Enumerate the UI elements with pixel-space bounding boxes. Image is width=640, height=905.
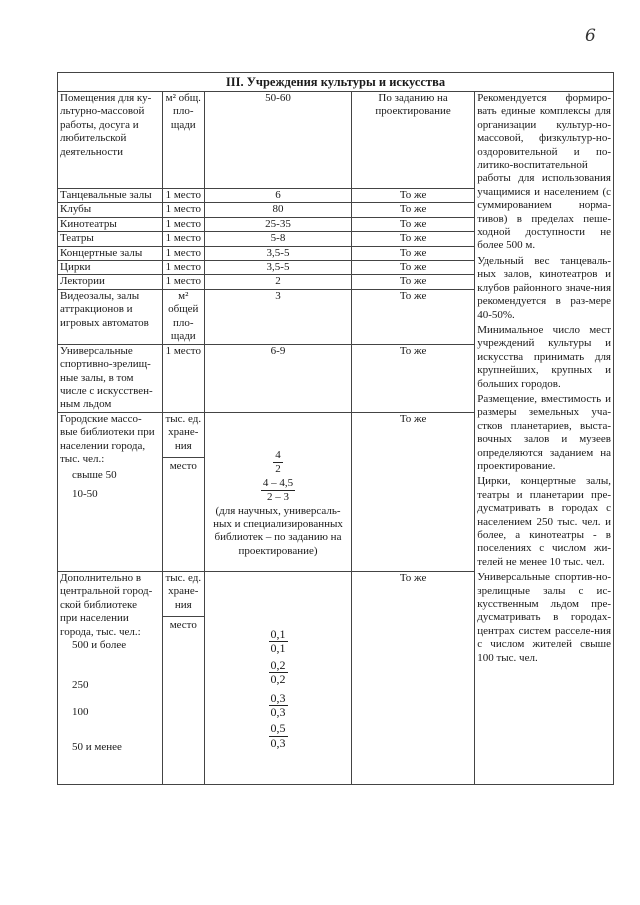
fraction: $\frac{0,1}{0,1}$ [270, 626, 286, 656]
unit: тыс. ед. хране- ния место [162, 412, 204, 571]
facility-name: Цирки [58, 261, 163, 275]
unit: тыс. ед. хране- ния место [162, 571, 204, 784]
notes-column [475, 92, 614, 785]
norm-value: 50-60 [205, 92, 352, 189]
note-4: Размещение, вместимость и размеры земельных уча-стков планетариев, выста-вочных залов и музеев определяются заданием на проектирование. [477, 392, 611, 472]
unit: 1 место [162, 344, 204, 412]
land-area: То же [352, 412, 475, 571]
note-5: Цирки, концертные залы, театры и планетарии пре-дусматривать в городах с населением 250 тыс. чел. и более, а кинотеатры - в поселениях с числом жи-телей не менее 10 тыс. чел. [477, 475, 611, 568]
norm-value: 3,5-5 [205, 246, 352, 260]
norm-value: 5-8 [205, 232, 352, 246]
unit: 1 место [162, 203, 204, 217]
facility-name: Клубы [58, 203, 163, 217]
sub-item: 500 и более [72, 638, 127, 651]
sub-item: 250 [72, 679, 89, 692]
fraction: $\frac{0,3}{0,3}$ [270, 690, 286, 719]
section-title: III. Учреждения культуры и искусства [58, 73, 614, 92]
unit: 1 место [162, 217, 204, 231]
unit: 1 место [162, 261, 204, 275]
fraction: $\frac{0,5}{0,3}$ [270, 721, 286, 750]
land-area: То же [352, 217, 475, 231]
facility-name: Лектории [58, 275, 163, 289]
fraction: $\frac{0,2}{0,2}$ [270, 657, 286, 687]
norm-value: $\frac{4}{2}$ $\frac{4 - 4,5}{2 - 3}$ (для научных, универсаль- ных и специализированных библиотек – по заданию на проектирование) [205, 412, 352, 571]
land-area: То же [352, 275, 475, 289]
norm-value: 2 [205, 275, 352, 289]
land-area: То же [352, 289, 475, 344]
facility-name: Дополнительно в центральной город- ской библиотеке при населении города, тыс. чел.: 500 и более 250 100 50 и менее [58, 571, 163, 784]
sub-item: 10-50 [72, 487, 98, 500]
fraction: $\frac{4}{2}$ [275, 448, 281, 476]
norm-value [205, 571, 352, 784]
norm-value: 25-35 [205, 217, 352, 231]
facility-name: Видеозалы, залы аттракционов и игровых автоматов [58, 289, 163, 344]
table-row [58, 92, 614, 189]
facility-name: Танцевальные залы [58, 189, 163, 203]
norm-value: 6-9 [205, 344, 352, 412]
norm-value: 3,5-5 [205, 261, 352, 275]
page-number: 6 [585, 26, 596, 46]
land-area: То же [352, 261, 475, 275]
note-6: Универсальные спортив-но-зрелищные залы с ис-кусственным льдом пре-дусматривать в городах-центрах систем расселе-ния с числом жителей свыше 100 тыс. чел. [477, 571, 611, 664]
sub-item: 100 [72, 705, 89, 718]
land-area: То же [352, 203, 475, 217]
land-area: То же [352, 189, 475, 203]
note-3: Минимальное число мест учреждений культуры и искусства принимать для крупнейших, крупных и больших городов. [477, 323, 611, 390]
unit: м² общ. пло- щади [162, 92, 204, 189]
land-area: По заданию на проектирование [352, 92, 475, 189]
land-area: То же [352, 232, 475, 246]
unit: 1 место [162, 275, 204, 289]
norm-value: 80 [205, 203, 352, 217]
fraction: $\frac{4 - 4,5}{2 - 3}$ [262, 476, 294, 504]
sub-item: свыше 50 [72, 468, 117, 481]
unit: 1 место [162, 232, 204, 246]
norms-table [57, 72, 614, 785]
facility-name: Помещения для ку- льтурно-массовой работы, досуга и любительской деятельности [58, 92, 163, 189]
land-area: То же [352, 571, 475, 784]
unit: 1 место [162, 189, 204, 203]
unit: 1 место [162, 246, 204, 260]
norm-value: 3 [205, 289, 352, 344]
sub-item: 50 и менее [72, 741, 122, 754]
unit: м² общей пло- щади [162, 289, 204, 344]
norm-value: 6 [205, 189, 352, 203]
facility-name: Универсальные спортивно-зрелищ- ные залы, в том числе с искусствен- ным льдом [58, 344, 163, 412]
facility-name: Городские массо- вые библиотеки при населении города, тыс. чел.: свыше 50 10-50 [58, 412, 163, 571]
facility-name: Концертные залы [58, 246, 163, 260]
note-1: Рекомендуется формиро-вать единые комплексы для организации культур-но-массовой, физкультур-но-оздоровительной и по-литико-воспитательной работы для использования учащимися и населением (с суммированием норма-тивов) в пределах пеше-ходной доступности не более 500 м. [477, 92, 611, 252]
land-area: То же [352, 246, 475, 260]
land-area: То же [352, 344, 475, 412]
facility-name: Театры [58, 232, 163, 246]
note-2: Удельный вес танцеваль-ных залов, кинотеатров и клубов районного значе-ния рекомендуется в раз-мере 40-50%. [477, 254, 611, 321]
facility-name: Кинотеатры [58, 217, 163, 231]
